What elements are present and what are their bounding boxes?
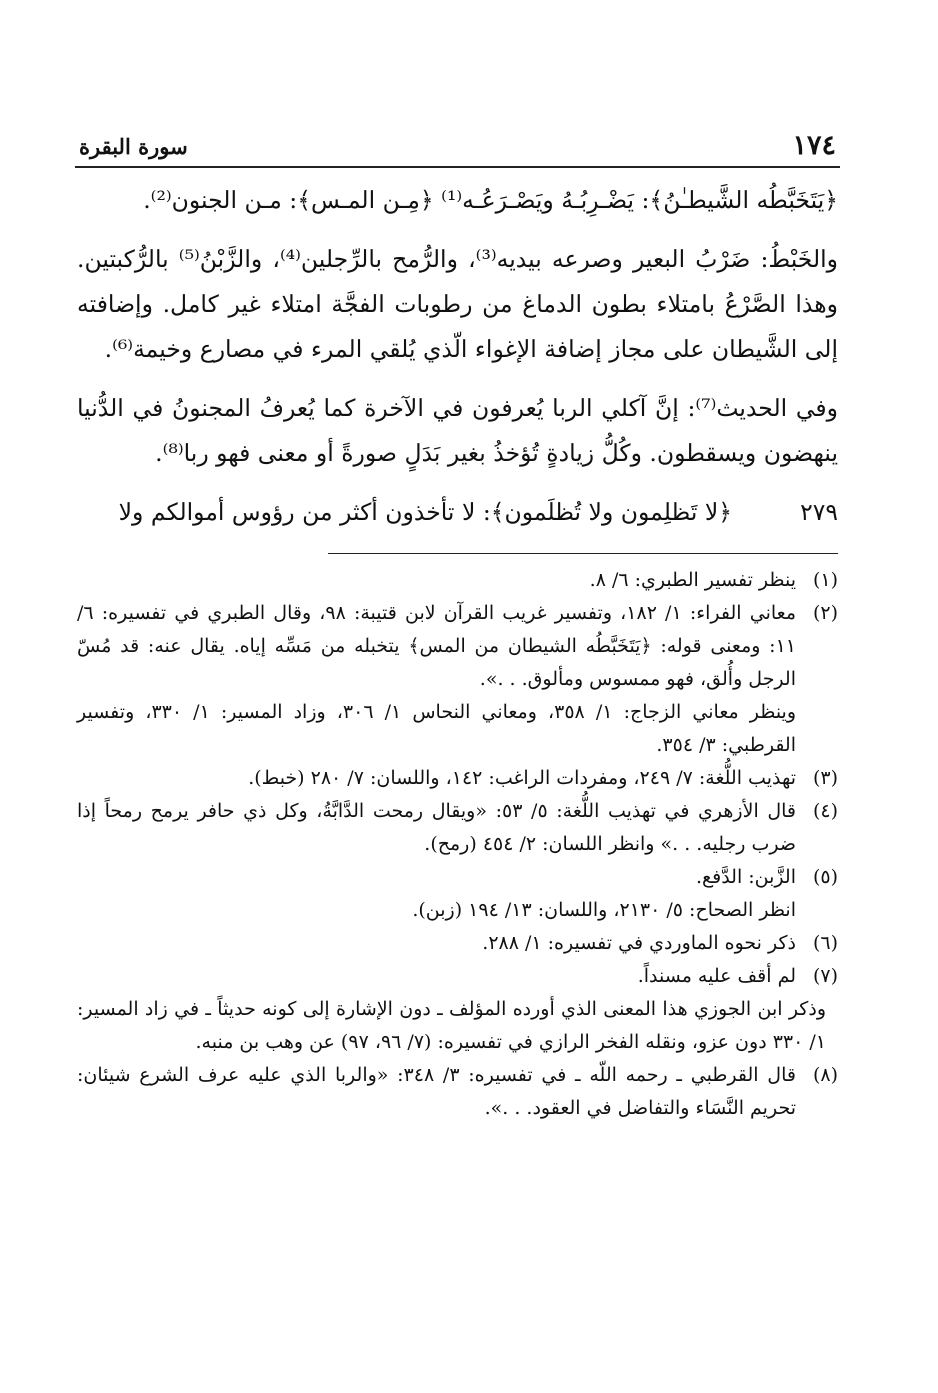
footnote-5 [75, 861, 840, 894]
footnote-marker: (٦) [812, 932, 838, 954]
verse-entry [75, 490, 840, 535]
footnote-text: الزَّبن: الدَّفع. [695, 866, 796, 888]
footnote-marker: (٣) [812, 767, 838, 789]
footnote-text: قال الأزهري في تهذيب اللُّغة: ٥/ ٥٣: «ويقال رمحت الدَّابَّةُ، وكل ذي حافر يرمح رمحاً إذا ضرب رجليه. . .» وانظر اللسان: ٢/ ٤٥٤ (رمح). [77, 800, 796, 855]
footnote-marker: (٢) [812, 602, 838, 624]
footnote-text: ذكر نحوه الماوردي في تفسيره: ١/ ٢٨٨. [482, 932, 796, 954]
footnote-text: لم أقف عليه مسنداً. [637, 965, 796, 987]
header-divider [75, 166, 840, 168]
footnote-text: معاني الفراء: ١/ ١٨٢، وتفسير غريب القرآن لابن قتيبة: ٩٨، وقال الطبري في تفسيره: ٦/ ١١: ومعنى قوله: ﴿يَتَخَبَّطُه الشيطان من المس﴾ يتخبله من مَسِّه إياه. يقال عنه: قد مُسّ الرجل وأُلق، فهو ممسوس ومألوق. . .». [77, 602, 796, 690]
footnote-7 [75, 960, 840, 993]
footnote-marker: (٧) [812, 965, 838, 987]
footnote-2 [75, 597, 840, 696]
running-header [75, 128, 840, 166]
footnote-4 [75, 795, 840, 861]
footnote-5-continuation: انظر الصحاح: ٥/ ٢١٣٠، واللسان: ١٣/ ١٩٤ (زبن). [412, 899, 796, 921]
footnote-6 [75, 927, 840, 960]
footnote-divider [328, 553, 838, 554]
book-page [75, 128, 840, 1125]
footnote-text: تهذيب اللُّغة: ٧/ ٢٤٩، ومفردات الراغب: ١٤٢، واللسان: ٧/ ٢٨٠ (خبط). [248, 767, 796, 789]
footnote-marker: (١) [812, 569, 838, 591]
verse-number: ٢٧٩ [800, 498, 838, 526]
footnote-marker: (٨) [812, 1064, 838, 1086]
footnote-text: قال القرطبي ـ رحمه اللّه ـ في تفسيره: ٣/ ٣٤٨: «والربا الذي عليه عرف الشرع شيئان: تحريم النَّسَاء والتفاضل في العقود. . .». [77, 1064, 796, 1119]
footnote-text: ينظر تفسير الطبري: ٦/ ٨. [589, 569, 796, 591]
footnotes-section [75, 564, 840, 1125]
footnote-7-continuation: وذكر ابن الجوزي هذا المعنى الذي أورده المؤلف ـ دون الإشارة إلى كونه حديثاً ـ في زاد المسير: ١/ ٣٣٠ دون عزو، ونقله الفخر الرازي في تفسيره: (٧/ ٩٦، ٩٧) عن وهب بن منبه. [77, 998, 826, 1053]
footnote-1 [75, 564, 840, 597]
footnote-8 [75, 1059, 840, 1125]
paragraph-hadith: وفي الحديث⁽⁷⁾: إنَّ آكلي الربا يُعرفون في الآخرة كما يُعرفُ المجنونُ في الدُّنيا ينهضون ويسقطون. وكُلُّ زيادةٍ تُؤخذُ بغير بَدَلٍ صورةً أو معنى فهو ربا⁽⁸⁾. [77, 394, 838, 467]
paragraph-takhabbut: ﴿يَتَخَبَّطُه الشَّيطـٰنُ﴾: يَضْـرِبُـهُ ويَصْـرَعُـه⁽¹⁾ ﴿مِـن المـس﴾: مـن الجنون⁽²⁾. [143, 186, 838, 214]
footnote-marker: (٤) [812, 800, 838, 822]
page-number: ١٧٤ [792, 130, 836, 161]
verse-gloss: ﴿لا تَظلِمون ولا تُظلَمون﴾: لا تأخذون أكثر من رؤوس أموالكم ولا [118, 498, 732, 526]
footnote-2-continuation: وينظر معاني الزجاج: ١/ ٣٥٨، ومعاني النحاس ١/ ٣٠٦، وزاد المسير: ١/ ٣٣٠، وتفسير القرطبي: ٣/ ٣٥٤. [77, 701, 797, 756]
footnote-3 [75, 762, 840, 795]
surah-title: سورة البقرة [79, 134, 188, 159]
footnote-marker: (٥) [812, 866, 838, 888]
paragraph-khabt: والخَبْطُ: ضَرْبُ البعير وصرعه بيديه⁽³⁾، والرُّمح بالرِّجلين⁽⁴⁾، والزَّبْنُ⁽⁵⁾ بالرُّكبتين. وهذا الصَّرْعُ بامتلاء بطون الدماغ من رطوبات الفجَّة امتلاء غير كامل. وإضافته إلى الشَّيطان على مجاز إضافة الإغواء الّذي يُلقي المرء في مصارع وخيمة⁽⁶⁾. [77, 245, 838, 363]
